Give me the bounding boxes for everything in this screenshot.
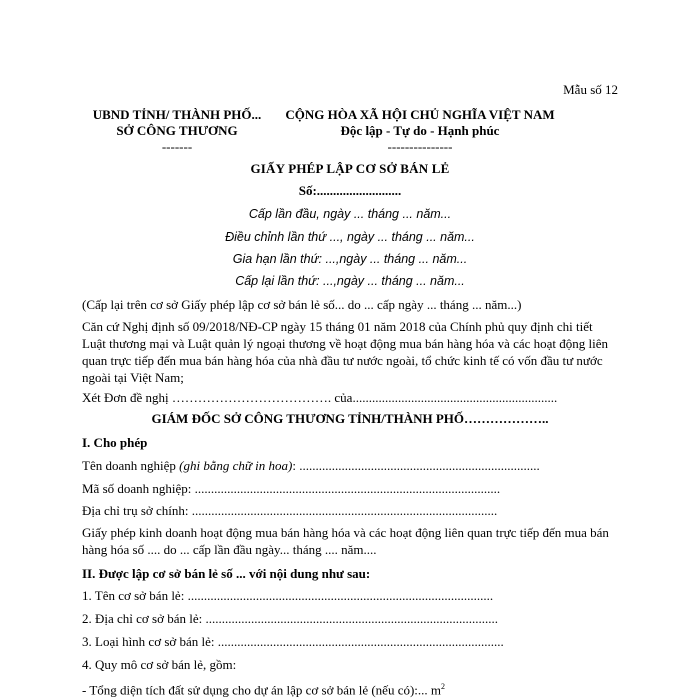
section-2-heading: II. Được lập cơ sở bán lẻ số ... với nội dung như sau: [82, 566, 371, 581]
business-name-dots: : .......................................................................... [292, 458, 540, 473]
request-line: Xét Đơn đề nghị ………………………………. của............................................................... [82, 390, 558, 405]
land-area-line [82, 678, 618, 698]
land-area-unit-sup: 2 [441, 682, 446, 691]
business-license-text: Giấy phép kinh doanh hoạt động mua bán hàng hóa và các hoạt động liên quan trực tiếp đến mua bán hàng hóa số .... do ... cấp lần đầu ngày... tháng .... năm.... [82, 525, 609, 557]
national-title: CỘNG HÒA XÃ HỘI CHỦ NGHĨA VIỆT NAM [285, 107, 555, 122]
director-line: GIÁM ĐỐC SỞ CÔNG THƯƠNG TỈNH/THÀNH PHỐ……………….. [151, 411, 549, 426]
agency-header [82, 107, 272, 155]
land-area-text: - Tổng diện tích đất sử dụng cho dự án lập cơ sở bán lẻ (nếu có):... m [82, 682, 442, 698]
reissue-note: (Cấp lại trên cơ sở Giấy phép lập cơ sở bán lẻ số... do ... cấp ngày ... tháng ... năm...) [82, 297, 522, 312]
outlet-scale-line: 4. Quy mô cơ sở bán lẻ, gồm: [82, 657, 237, 672]
outlet-address-line: 2. Địa chỉ cơ sở bán lẻ: .......................................................................................... [82, 611, 498, 626]
issue-line-reissue: Cấp lại lần thứ: ...,ngày ... tháng ... năm... [235, 274, 465, 288]
outlet-type-line: 3. Loại hình cơ sở bán lẻ: ........................................................................................ [82, 634, 504, 649]
document-title: GIẤY PHÉP LẬP CƠ SỞ BÁN LẺ [250, 161, 450, 176]
national-motto: Độc lập - Tự do - Hạnh phúc [340, 123, 500, 138]
business-name-line [82, 457, 618, 474]
form-number: Mẫu số 12 [563, 82, 618, 97]
agency-divider: ------- [161, 139, 193, 154]
business-name-label: Tên doanh nghiệp [82, 458, 180, 473]
section-1-heading: I. Cho phép [82, 435, 148, 450]
issue-line-first: Cấp lần đầu, ngày ... tháng ... năm... [248, 207, 452, 221]
tax-code-line: Mã số doanh nghiệp: .............................................................................................. [82, 481, 501, 496]
outlet-name-line: 1. Tên cơ sở bán lẻ: .............................................................................................. [82, 588, 494, 603]
issue-line-extend: Gia hạn lần thứ: ...,ngày ... tháng ... năm... [232, 252, 468, 266]
issue-line-adjust: Điều chỉnh lần thứ ..., ngày ... tháng ... năm... [225, 230, 475, 244]
business-name-hint: (ghi bằng chữ in hoa) [179, 458, 293, 473]
document-number: Số:.......................... [298, 183, 402, 198]
agency-province: UBND TỈNH/ THÀNH PHỐ... [92, 107, 262, 122]
legal-basis: Căn cứ Nghị định số 09/2018/NĐ-CP ngày 15 tháng 01 năm 2018 của Chính phủ quy định chi tiết Luật thương mại và Luật quản lý ngoại thương về hoạt động mua bán hàng hóa và các hoạt động liên quan trực tiếp đến mua bán hàng hóa của nhà đầu tư nước ngoài, tổ chức kinh tế có vốn đầu tư nước ngoài tại Việt Nam; [82, 319, 609, 385]
agency-department: SỞ CÔNG THƯƠNG [116, 123, 238, 138]
head-office-line: Địa chỉ trụ sở chính: .............................................................................................. [82, 503, 498, 518]
national-header [270, 107, 570, 155]
national-divider: --------------- [387, 139, 453, 154]
